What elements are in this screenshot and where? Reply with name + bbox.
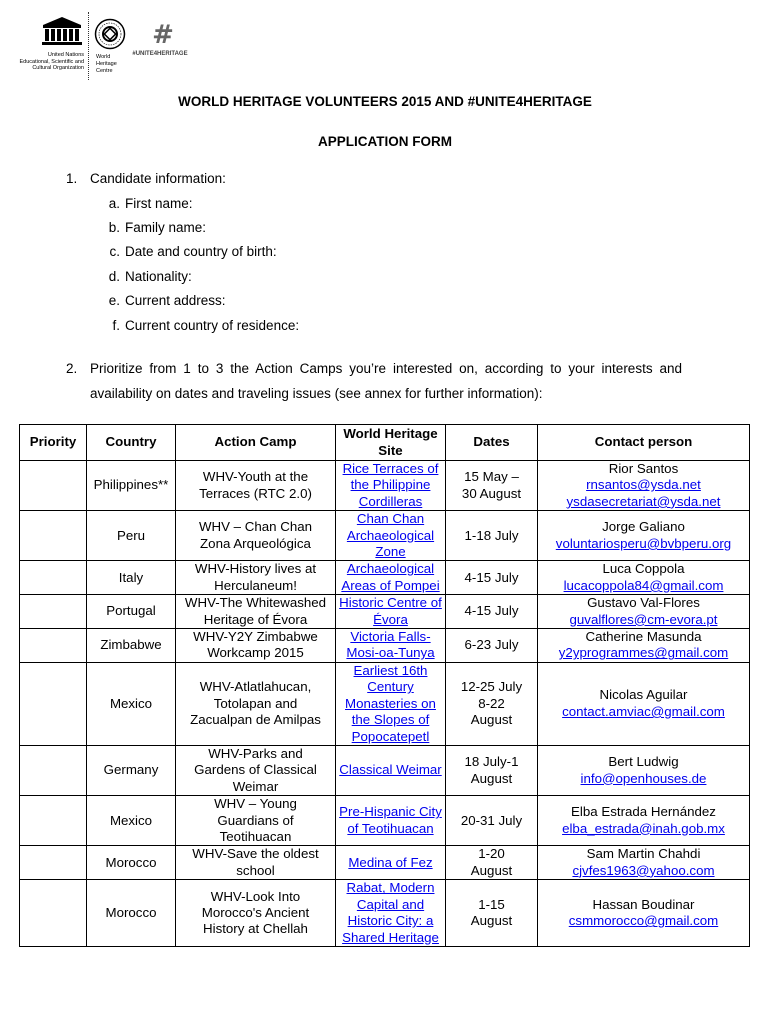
site-cell [336, 880, 446, 947]
cell-line: August [470, 770, 513, 786]
field-birth-label: Date and country of birth: [125, 244, 277, 259]
site-link-line[interactable]: Pre-Hispanic City [339, 804, 442, 820]
dates-cell [446, 846, 538, 880]
table-row [20, 880, 750, 947]
contact-email-link[interactable]: ysdasecretariat@ysda.net [566, 493, 721, 509]
site-link-line[interactable]: Cordilleras [358, 493, 423, 509]
table-row [20, 461, 750, 511]
dates-cell [446, 796, 538, 846]
priority-cell[interactable] [20, 461, 87, 511]
section-2-instructions-line1: Prioritize from 1 to 3 the Action Camps you’re interested on, according to your interests and [90, 361, 682, 376]
cell-line: Totolapan and [213, 695, 298, 711]
contact-name: Jorge Galiano [602, 519, 685, 535]
page-title: WORLD HERITAGE VOLUNTEERS 2015 AND #UNITE4HERITAGE [178, 94, 592, 109]
table-row [20, 629, 750, 663]
contact-name: Catherine Masunda [585, 629, 702, 645]
contact-cell [538, 461, 750, 511]
country-cell: Mexico [87, 796, 176, 846]
contact-cell [538, 561, 750, 595]
cell-line: Heritage of Évora [203, 611, 308, 627]
contact-name: Bert Ludwig [608, 754, 679, 770]
contact-email-link[interactable]: guvalflores@cm-evora.pt [569, 611, 718, 627]
action-camp-cell [176, 595, 336, 629]
site-cell [336, 629, 446, 663]
unite4heritage-logo-text: #UNITE4HERITAGE [132, 51, 188, 57]
site-link-line[interactable]: Rabat, Modern [346, 880, 435, 896]
dates-cell [446, 561, 538, 595]
contact-cell [538, 511, 750, 561]
section-1-label: Candidate information: [90, 171, 226, 186]
action-camp-cell [176, 880, 336, 947]
field-family-name-label: Family name: [125, 220, 207, 235]
cell-line: 1-15 [478, 896, 505, 912]
country-cell: Zimbabwe [87, 629, 176, 663]
site-link-line[interactable]: Century [367, 679, 414, 695]
table-row [20, 511, 750, 561]
priority-cell[interactable] [20, 796, 87, 846]
cell-line: Gardens of Classical [194, 762, 317, 778]
cell-line: Zona Arqueológica [200, 535, 311, 551]
site-cell [336, 511, 446, 561]
cell-line: 20-31 July [460, 812, 523, 828]
contact-cell [538, 595, 750, 629]
country-cell: Morocco [87, 880, 176, 947]
priority-cell[interactable] [20, 629, 87, 663]
cell-line: 6-23 July [464, 637, 519, 653]
cell-line: Morocco's Ancient [201, 904, 310, 920]
priority-cell[interactable] [20, 662, 87, 745]
priority-cell[interactable] [20, 595, 87, 629]
column-header-action-camp: Action Camp [176, 425, 336, 461]
site-link-line[interactable]: Shared Heritage [342, 929, 439, 945]
cell-line: 12-25 July [460, 679, 523, 695]
country-cell: Philippines** [87, 461, 176, 511]
table-body [20, 461, 750, 947]
section-2-instructions-line2: availability on dates and traveling issues (see annex for further information): [90, 386, 543, 401]
site-link-line[interactable]: Rice Terraces of [342, 461, 439, 476]
cell-line: 1-18 July [464, 527, 519, 543]
contact-email-link[interactable]: contact.amviac@gmail.com [562, 703, 725, 719]
field-nationality-label: Nationality: [125, 269, 192, 284]
dates-cell [446, 662, 538, 745]
cell-line: 1-20 [478, 846, 505, 862]
action-camp-cell [176, 511, 336, 561]
priority-cell[interactable] [20, 880, 87, 947]
table-row [20, 796, 750, 846]
field-first-name-label: First name: [125, 196, 193, 211]
contact-cell [538, 796, 750, 846]
world-heritage-emblem-icon [94, 18, 126, 50]
column-header-priority: Priority [20, 425, 87, 461]
site-link-line[interactable]: Zone [375, 544, 406, 560]
site-link-line[interactable]: Popocatepetl [351, 728, 430, 744]
action-camp-cell [176, 796, 336, 846]
action-camp-cell [176, 629, 336, 663]
site-cell [336, 796, 446, 846]
site-link-line[interactable]: Classical Weimar [339, 762, 442, 778]
cell-line: school [236, 862, 275, 878]
site-cell [336, 745, 446, 795]
column-header-country: Country [87, 425, 176, 461]
dates-cell [446, 595, 538, 629]
site-link-line[interactable]: Areas of Pompei [341, 577, 440, 593]
contact-cell [538, 629, 750, 663]
cell-line: Weimar [232, 778, 279, 794]
field-letter: d. [108, 269, 120, 284]
contact-name: Sam Martin Chahdi [586, 846, 701, 862]
site-link-line[interactable]: Historic City: a [347, 913, 434, 929]
site-link-line[interactable]: the Slopes of [351, 712, 430, 728]
contact-email-link[interactable]: cjvfes1963@yahoo.com [572, 862, 715, 878]
site-link-line[interactable]: Capital and [356, 896, 425, 912]
site-cell [336, 846, 446, 880]
cell-line: Zacualpan de Amilpas [190, 712, 321, 728]
logo-divider [88, 12, 89, 80]
field-letter: c. [109, 244, 120, 259]
site-cell [336, 561, 446, 595]
cell-line: 30 August [461, 485, 522, 501]
world-heritage-centre-name: World Heritage Centre [96, 54, 117, 74]
priority-cell[interactable] [20, 846, 87, 880]
site-link-line[interactable]: Medina of Fez [348, 854, 433, 870]
contact-cell [538, 745, 750, 795]
section-2-number: 2. [66, 361, 78, 376]
contact-cell [538, 880, 750, 947]
country-cell: Mexico [87, 662, 176, 745]
cell-line: Terraces (RTC 2.0) [199, 485, 312, 501]
cell-line: August [470, 913, 513, 929]
site-link-line[interactable]: Mosi-oa-Tunya [346, 645, 435, 661]
site-cell [336, 461, 446, 511]
cell-line: WHV – Chan Chan [198, 519, 313, 535]
contact-name: Nicolas Aguilar [599, 687, 688, 703]
priority-cell[interactable] [20, 561, 87, 595]
table-row [20, 662, 750, 745]
priority-cell[interactable] [20, 511, 87, 561]
country-cell: Portugal [87, 595, 176, 629]
cell-line: 18 July-1 [464, 754, 519, 770]
cell-line: WHV-Atlatlahucan, [199, 679, 312, 695]
dates-cell [446, 629, 538, 663]
cell-line: WHV-Youth at the [202, 469, 309, 485]
cell-line: WHV – Young [214, 796, 297, 812]
field-letter: a. [108, 196, 120, 211]
action-camp-cell [176, 745, 336, 795]
site-link-line[interactable]: Monasteries on [345, 695, 436, 711]
site-link-line[interactable]: Évora [373, 611, 408, 627]
section-1-number: 1. [66, 171, 78, 186]
unesco-logo-icon [40, 16, 84, 46]
form-title: APPLICATION FORM [318, 134, 452, 149]
contact-cell [538, 662, 750, 745]
cell-line: Guardians of [217, 812, 294, 828]
site-link-line[interactable]: Archaeological [346, 561, 435, 577]
priority-cell[interactable] [20, 745, 87, 795]
contact-name: Rior Santos [608, 461, 679, 476]
cell-line: WHV-Y2Y Zimbabwe [193, 629, 318, 645]
table-row [20, 745, 750, 795]
site-cell [336, 595, 446, 629]
cell-line: August [470, 862, 513, 878]
cell-line: August [470, 712, 513, 728]
action-camp-cell [176, 561, 336, 595]
action-camp-cell [176, 461, 336, 511]
field-residence-label: Current country of residence: [125, 318, 300, 333]
contact-cell [538, 846, 750, 880]
table-row [20, 561, 750, 595]
contact-email-link[interactable]: elba_estrada@inah.gob.mx [562, 820, 725, 836]
cell-line: History at Chellah [203, 921, 308, 937]
contact-email-link[interactable]: rnsantos@ysda.net [586, 477, 701, 493]
field-letter: f. [112, 318, 120, 333]
cell-line: WHV-Look Into [210, 888, 301, 904]
contact-name: Gustavo Val-Flores [587, 595, 700, 611]
contact-name: Luca Coppola [602, 561, 685, 577]
contact-name: Elba Estrada Hernández [571, 804, 716, 820]
site-link-line[interactable]: the Philippine [350, 477, 431, 493]
contact-email-link[interactable]: voluntariosperu@bvbperu.org [555, 535, 732, 551]
field-letter: e. [108, 293, 120, 308]
contact-email-link[interactable]: info@openhouses.de [580, 770, 707, 786]
cell-line: WHV-Parks and [208, 745, 303, 761]
site-link-line[interactable]: Historic Centre of [339, 595, 442, 611]
site-link-line[interactable]: Archaeological [346, 527, 435, 543]
cell-line: 4-15 July [464, 569, 519, 585]
cell-line: 15 May – [464, 469, 519, 485]
column-header-dates: Dates [446, 425, 538, 461]
action-camp-cell [176, 662, 336, 745]
site-link-line[interactable]: Chan Chan [356, 511, 425, 527]
country-cell: Peru [87, 511, 176, 561]
column-header-site: World Heritage Site [336, 425, 446, 461]
site-link-line[interactable]: Victoria Falls- [350, 629, 431, 645]
cell-line: Teotihuacan [219, 828, 292, 844]
column-header-contact: Contact person [538, 425, 750, 461]
dates-cell [446, 461, 538, 511]
dates-cell [446, 511, 538, 561]
cell-line: WHV-The Whitewashed [184, 595, 327, 611]
table-header-row [20, 425, 750, 461]
cell-line: 8-22 [478, 695, 505, 711]
hashtag-icon: # [152, 20, 174, 50]
country-cell: Germany [87, 745, 176, 795]
cell-line: WHV-History lives at [194, 561, 317, 577]
table-row [20, 846, 750, 880]
action-camp-cell [176, 846, 336, 880]
dates-cell [446, 880, 538, 947]
contact-name: Hassan Boudinar [592, 896, 695, 912]
table-row [20, 595, 750, 629]
unesco-organization-name: United Nations Educational, Scientific and Cultural Organization [19, 52, 84, 71]
cell-line: 4-15 July [464, 603, 519, 619]
action-camps-table [19, 424, 750, 947]
cell-line: Workcamp 2015 [207, 645, 304, 661]
site-link-line[interactable]: of Teotihuacan [347, 820, 434, 836]
dates-cell [446, 745, 538, 795]
contact-email-link[interactable]: csmmorocco@gmail.com [568, 913, 719, 929]
contact-email-link[interactable]: y2yprogrammes@gmail.com [558, 645, 729, 661]
field-letter: b. [108, 220, 120, 235]
country-cell: Morocco [87, 846, 176, 880]
site-cell [336, 662, 446, 745]
site-link-line[interactable]: Earliest 16th [353, 662, 428, 678]
field-address-label: Current address: [125, 293, 226, 308]
cell-line: Herculaneum! [214, 577, 297, 593]
cell-line: WHV-Save the oldest [192, 846, 319, 862]
contact-email-link[interactable]: lucacoppola84@gmail.com [563, 577, 724, 593]
country-cell: Italy [87, 561, 176, 595]
